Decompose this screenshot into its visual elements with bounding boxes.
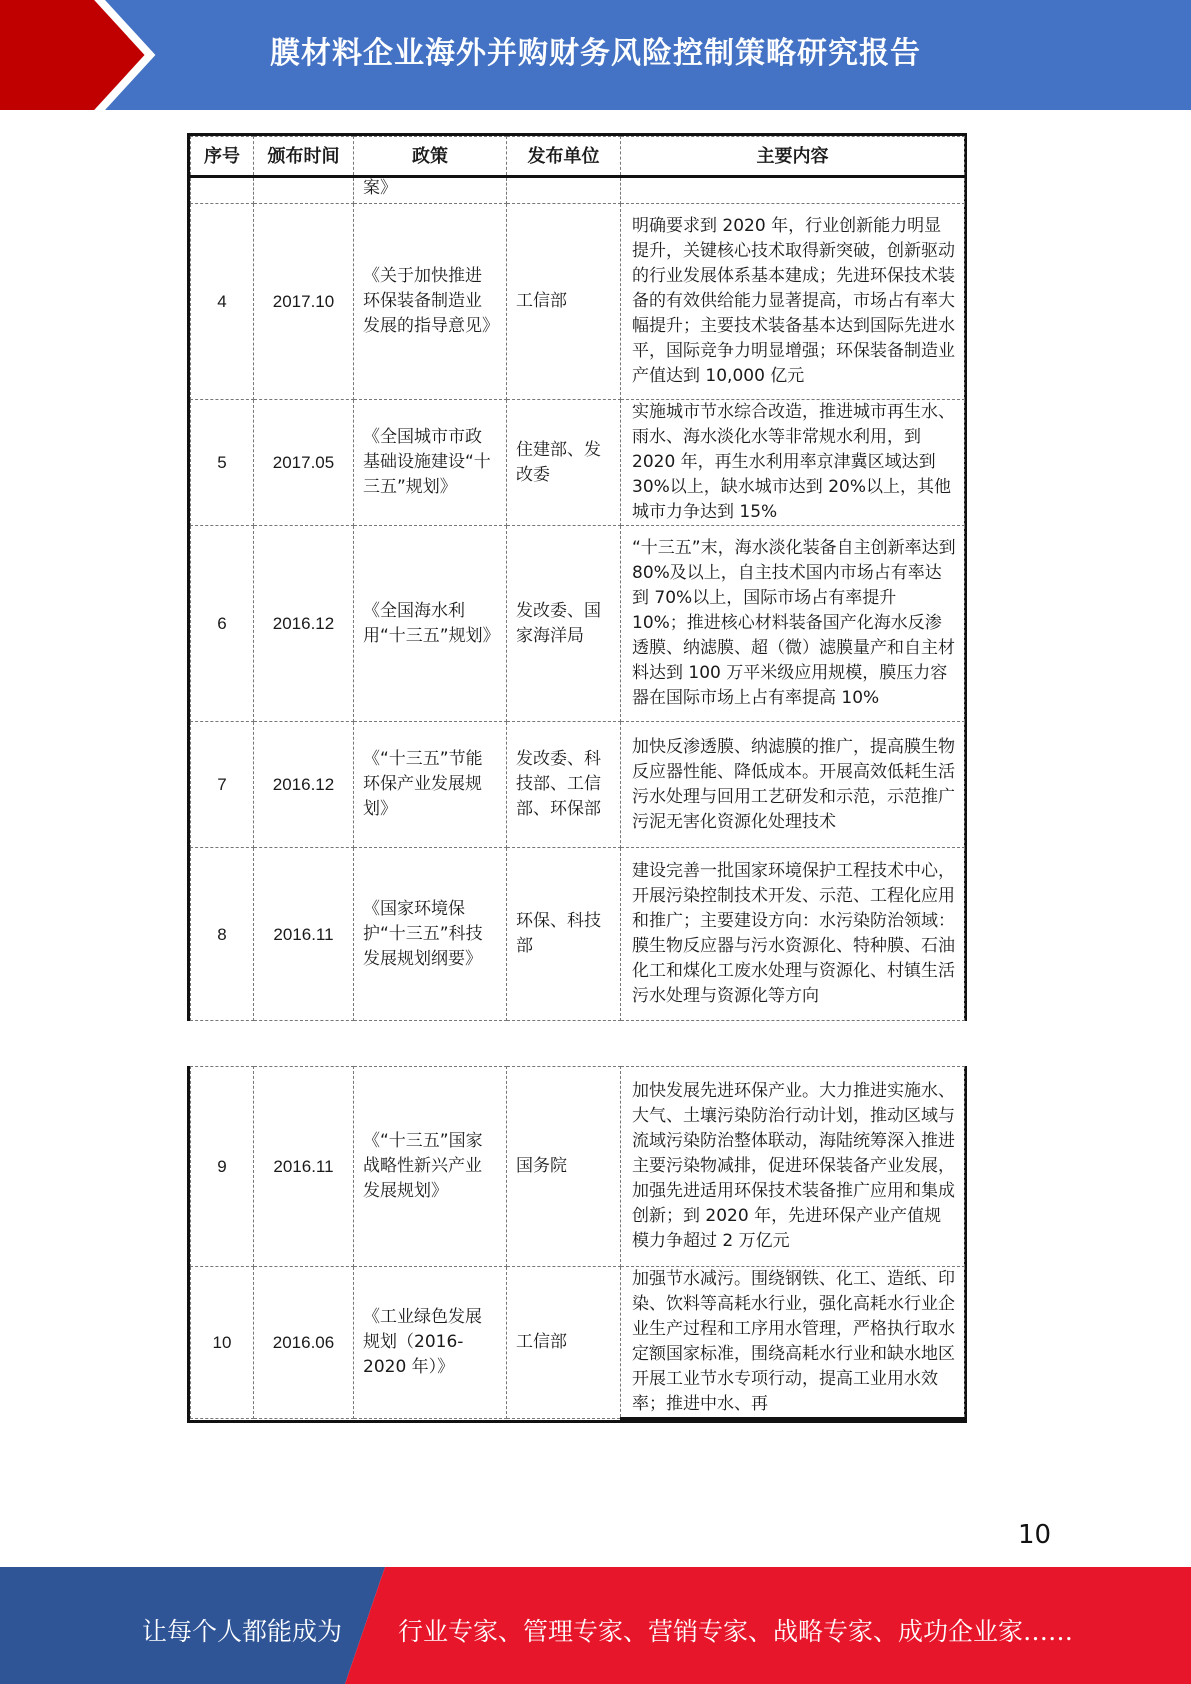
row-dept: 发改委、国家海洋局 [507,526,621,722]
row-content: 加快发展先进环保产业。大力推进实施水、大气、土壤污染防治行动计划，推动区域与流域污染防治整体联动，海陆统筹深入推进主要污染物减排，促进环保装备产业发展，加强先进适用环保技术装备推广应用和集成创新；到 2020 年，先进环保产业产值规模力争超过 2 万亿元 [621,1067,965,1267]
row-dept: 发改委、科技部、工信部、环保部 [507,722,621,848]
row-content: “十三五”末，海水淡化装备自主创新率达到 80%及以上，自主技术国内市场占有率达到 70%以上，国际市场占有率提升 10%；推进核心材料装备国产化海水反渗透膜、纳滤膜、超（微）滤膜量产和自主材料达到 100 万平米级应用规模，膜压力容器在国际市场上占有率提高 10% [621,526,965,722]
row-date: 2016.06 [254,1267,354,1419]
table-cell [621,177,965,204]
footer-slogan-left: 让每个人都能成为 [142,1617,343,1646]
table-cell [254,177,354,204]
header-chevron-decoration [0,0,160,110]
row-dept: 国务院 [507,1067,621,1267]
header-content: 主要内容 [621,137,965,177]
row-policy: 《国家环境保护“十三五”科技发展规划纲要》 [354,848,507,1021]
table-row [191,204,965,400]
row-policy: 《“十三五”节能环保产业发展规划》 [354,722,507,848]
policy-table-top [187,133,967,1021]
row-date: 2016.11 [254,1067,354,1267]
row-dept: 工信部 [507,204,621,400]
table-row [191,722,965,848]
header-dept: 发布单位 [507,137,621,177]
report-title: 膜材料企业海外并购财务风险控制策略研究报告 [270,36,921,71]
row-number: 9 [191,1067,254,1267]
table-row [191,526,965,722]
row-number: 4 [191,204,254,400]
row-policy: 《工业绿色发展规划（2016-2020 年）》 [354,1267,507,1419]
table-row [191,400,965,526]
header-date: 颁布时间 [254,137,354,177]
row-content: 明确要求到 2020 年，行业创新能力明显提升，关键核心技术取得新突破，创新驱动的行业发展体系基本建成；先进环保技术装备的有效供给能力显著提高，市场占有率大幅提升；主要技术装备基本达到国际先进水平，国际竞争力明显增强；环保装备制造业产值达到 10,000 亿元 [621,204,965,400]
row-content: 加强节水减污。围绕钢铁、化工、造纸、印染、饮料等高耗水行业，强化高耗水行业企业生产过程和工序用水管理，严格执行取水定额国家标准，围绕高耗水行业和缺水地区开展工业节水专项行动，提高工业用水效率；推进中水、再 [621,1267,965,1419]
row-dept: 工信部 [507,1267,621,1419]
table-row [191,1267,965,1419]
row-date: 2017.05 [254,400,354,526]
row-dept: 住建部、发改委 [507,400,621,526]
row-policy: 《关于加快推进环保装备制造业发展的指导意见》 [354,204,507,400]
row-content: 加快反渗透膜、纳滤膜的推广，提高膜生物反应器性能、降低成本。开展高效低耗生活污水处理与回用工艺研发和示范，示范推广污泥无害化资源化处理技术 [621,722,965,848]
footer-slogan-right: 行业专家、管理专家、营销专家、战略专家、成功企业家…… [398,1617,1074,1646]
row-dept: 环保、科技部 [507,848,621,1021]
row-policy: 《“十三五”国家战略性新兴产业发展规划》 [354,1067,507,1267]
row-policy: 《全国城市市政基础设施建设“十三五”规划》 [354,400,507,526]
row-number: 7 [191,722,254,848]
table-cell [191,177,254,204]
row-date: 2017.10 [254,204,354,400]
row-date: 2016.12 [254,722,354,848]
header-no: 序号 [191,137,254,177]
policy-table-bottom [187,1066,967,1423]
table-row-continuation [191,177,965,204]
row-content: 实施城市节水综合改造，推进城市再生水、雨水、海水淡化水等非常规水利用，到 2020 年，再生水利用率京津冀区域达到 30%以上，缺水城市达到 20%以上，其他城市力争达到 15% [621,400,965,526]
policy-cell: 案》 [354,177,507,204]
row-number: 8 [191,848,254,1021]
row-date: 2016.12 [254,526,354,722]
table-cell [507,177,621,204]
row-number: 6 [191,526,254,722]
row-date: 2016.11 [254,848,354,1021]
row-policy: 《全国海水利用“十三五”规划》 [354,526,507,722]
chevron-red-shape [0,0,150,110]
row-number: 5 [191,400,254,526]
page-header [0,0,1191,110]
row-content: 建设完善一批国家环境保护工程技术中心，开展污染控制技术开发、示范、工程化应用和推广；主要建设方向：水污染防治领域：膜生物反应器与污水资源化、特种膜、石油化工和煤化工废水处理与资源化、村镇生活污水处理与资源化等方向 [621,848,965,1021]
table-row [191,1067,965,1267]
table-header-row [191,137,965,177]
header-policy: 政策 [354,137,507,177]
page-number: 10 [1018,1520,1052,1550]
table-row [191,848,965,1021]
row-number: 10 [191,1267,254,1419]
